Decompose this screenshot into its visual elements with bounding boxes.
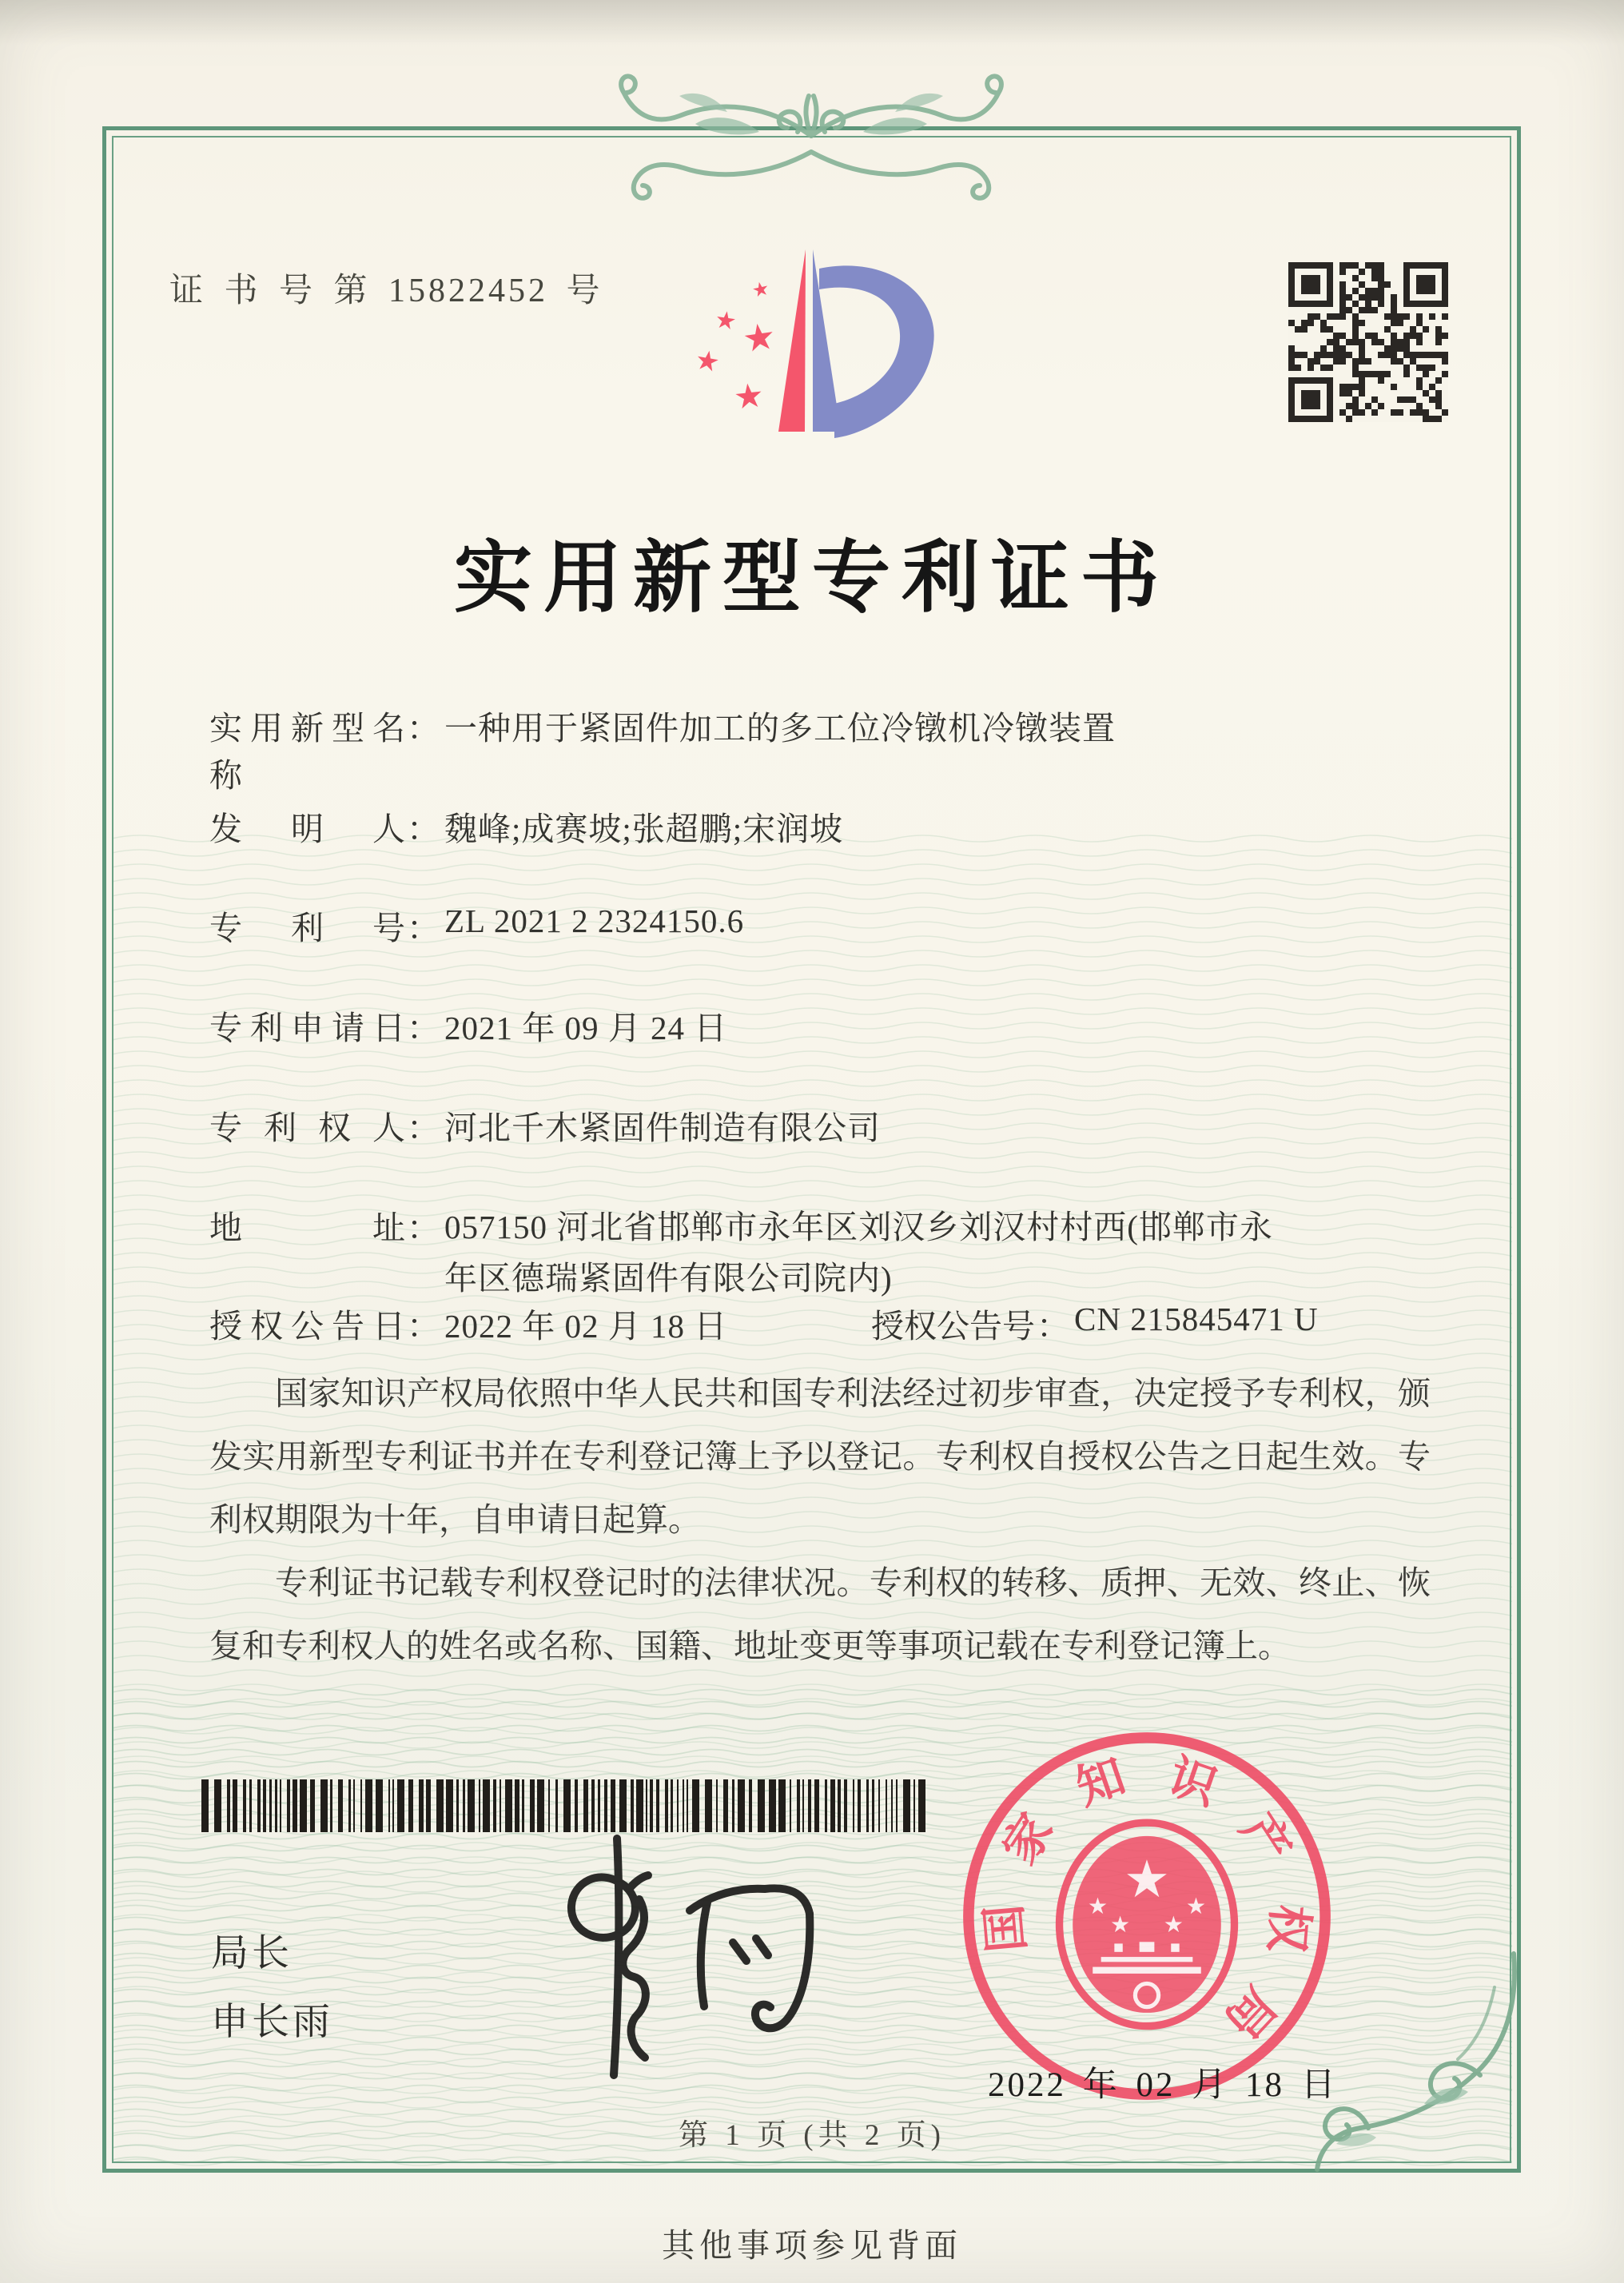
field-row-address: 地址 ： 057150 河北省邯郸市永年区刘汉乡刘汉村村西(邯郸市永年区德瑞紧固件有限公司院内) xyxy=(209,1201,1276,1304)
field-value: 魏峰;成赛坡;张超鹏;宋润坡 xyxy=(444,811,844,847)
field-label: 专利申请日 xyxy=(209,1010,405,1046)
page-number: 第 1 页 (共 2 页) xyxy=(679,2119,945,2152)
logo-star-icon: ★ xyxy=(750,278,772,302)
field-label: 专利权人 xyxy=(209,1110,405,1146)
field-label: 授权公告日 xyxy=(209,1308,405,1345)
director-signature xyxy=(436,1805,939,2085)
cnipa-red-seal xyxy=(951,1720,1343,2112)
seal-char: 家 xyxy=(993,1804,1064,1874)
svg-text:★: ★ xyxy=(1124,1850,1170,1910)
seal-char: 局 xyxy=(1215,1977,1286,2049)
grant-row: 授权公告日 ： 2022 年 02 月 18 日 授权公告号 ： CN 215845471 U xyxy=(209,1300,1456,1347)
cnipa-logo xyxy=(671,232,975,480)
field-label: 实用新型名称 xyxy=(209,710,405,794)
legal-text-block xyxy=(209,1362,1431,1678)
seal-char: 知 xyxy=(1069,1749,1132,1815)
svg-text:★: ★ xyxy=(1185,1892,1207,1919)
certificate-number: 证 书 号 第 15822452 号 xyxy=(169,273,603,309)
svg-text:★: ★ xyxy=(1110,1910,1131,1938)
svg-text:★: ★ xyxy=(1163,1910,1184,1938)
field-value: 057150 河北省邯郸市永年区刘汉乡刘汉村村西(邯郸市永年区德瑞紧固件有限公司院内) xyxy=(444,1209,1273,1297)
director-name-label: 申长雨 xyxy=(211,2002,333,2043)
field-label: 专利号 xyxy=(209,910,405,946)
logo-star-icon: ★ xyxy=(692,345,722,379)
svg-text:★: ★ xyxy=(1087,1892,1109,1919)
field-label: 授权公告号 xyxy=(871,1308,1035,1345)
grant-date-value: 2022 年 02 月 18 日 xyxy=(444,1308,728,1345)
field-row-filing-date: 专利申请日 ： 2021 年 09 月 24 日 xyxy=(209,1002,727,1049)
logo-star-icon: ★ xyxy=(713,306,738,336)
field-value: ZL 2021 2 2324150.6 xyxy=(444,902,745,939)
certificate-title: 实用新型专利证书 xyxy=(453,536,1170,622)
legal-paragraph-1: 国家知识产权局依照中华人民共和国专利法经过初步审查，决定授予专利权，颁发实用新型专利证书并在专利登记簿上予以登记。专利权自授权公告之日起生效。专利权期限为十年，自申请日起算。 xyxy=(209,1375,1431,1538)
field-row-inventors: 发明人 ： 魏峰;成赛坡;张超鹏;宋润坡 xyxy=(209,803,843,850)
legal-paragraph-2: 专利证书记载专利权登记时的法律状况。专利权的转移、质押、无效、终止、恢复和专利权人的姓名或名称、国籍、地址变更等事项记载在专利登记簿上。 xyxy=(209,1564,1431,1664)
seal-date: 2022 年 02 月 18 日 xyxy=(988,2066,1338,2104)
seal-char: 识 xyxy=(1161,1749,1224,1815)
seal-char: 权 xyxy=(1260,1902,1317,1954)
seal-char: 产 xyxy=(1230,1804,1301,1874)
field-row-utility-model-name: 实用新型名称 ： 一种用于紧固件加工的多工位冷镦机冷镦装置 xyxy=(209,702,1116,796)
photo-top-shadow xyxy=(0,0,1624,45)
field-value: 一种用于紧固件加工的多工位冷镦机冷镦装置 xyxy=(444,710,1116,747)
field-value: 2021 年 09 月 24 日 xyxy=(444,1010,728,1046)
field-row-patentee: 专利权人 ： 河北千木紧固件制造有限公司 xyxy=(209,1102,881,1149)
logo-star-icon: ★ xyxy=(731,377,766,417)
grant-number-pair: 授权公告号 ： CN 215845471 U xyxy=(871,1300,1319,1347)
field-label: 地址 xyxy=(209,1209,405,1246)
field-row-patent-number: 专利号 ： ZL 2021 2 2324150.6 xyxy=(209,902,744,949)
logo-star-icon: ★ xyxy=(739,315,778,361)
top-dragon-ornament xyxy=(448,56,1175,240)
director-title-label: 局长 xyxy=(211,1933,293,1974)
field-label: 发明人 xyxy=(209,811,405,847)
back-note: 其他事项参见背面 xyxy=(662,2227,962,2264)
grant-number-value: CN 215845471 U xyxy=(1074,1301,1319,1337)
seal-national-emblem xyxy=(1060,1823,1235,2026)
seal-char: 国 xyxy=(977,1902,1034,1954)
qr-code xyxy=(1288,262,1448,422)
field-value: 河北千木紧固件制造有限公司 xyxy=(444,1110,881,1146)
